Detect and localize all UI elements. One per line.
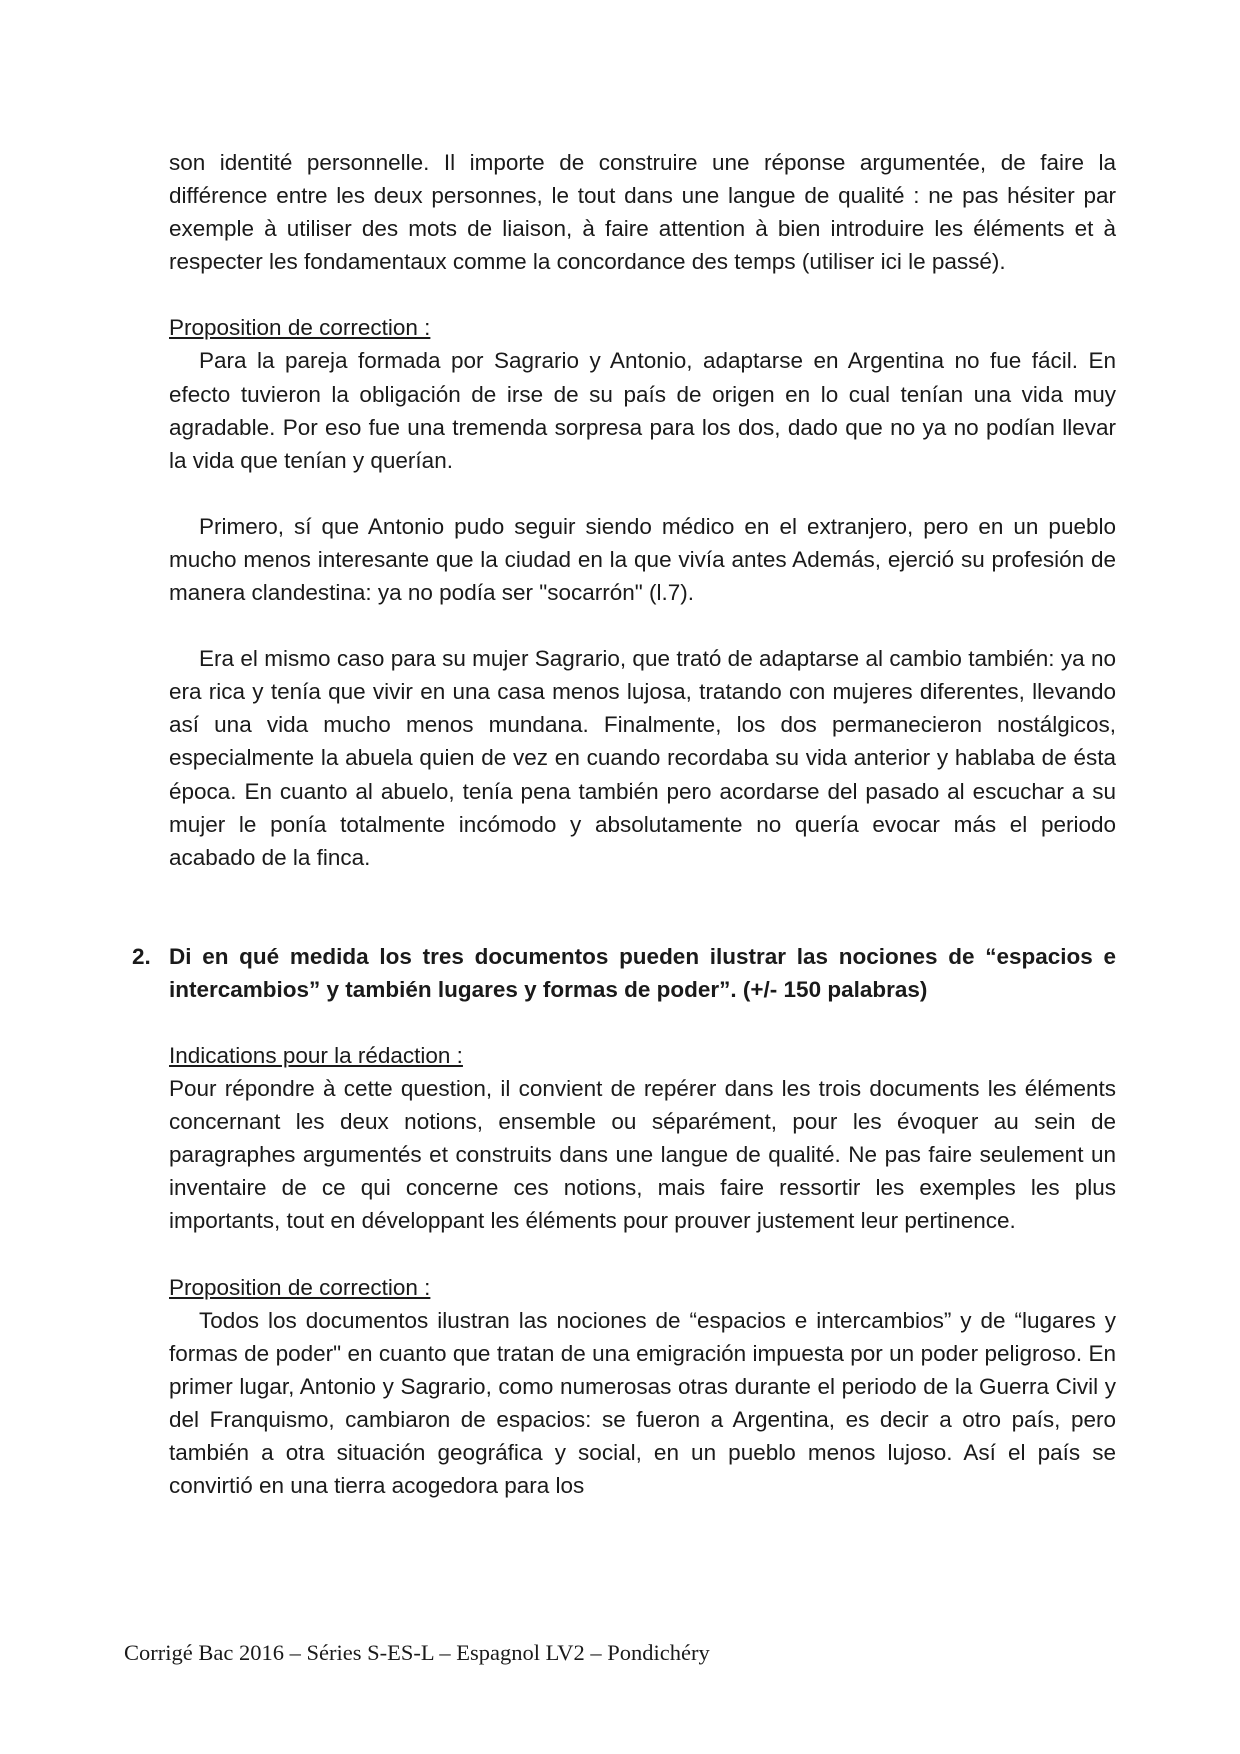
correction-heading: Proposition de correction :	[169, 315, 431, 341]
spacer	[169, 278, 1116, 311]
spacer	[169, 1238, 1116, 1271]
correction-paragraph: Era el mismo caso para su mujer Sagrario, que trató de adaptarse al cambio también: ya no era rica y tenía que vivir en una casa menos lujosa, tratando con mujeres diferentes, llevando así una vida mucho menos mundana. Finalmente, los dos permanecieron nostálgicos, especialmente la abuela quien de vez en cuando recordaba su vida anterior y hablaba de ésta época. En cuanto al abuelo, tenía pena también pero acordarse del pasado al escuchar a su mujer le ponía totalmente incómodo y absolutamente no quería evocar más el periodo acabado de la finca.	[169, 646, 1116, 870]
indications-heading: Indications pour la rédaction :	[169, 1042, 463, 1068]
spacer	[169, 609, 1116, 642]
document-page	[132, 146, 1116, 1502]
question-2	[132, 940, 1116, 1006]
correction-paragraph: Para la pareja formada por Sagrario y Antonio, adaptarse en Argentina no fue fácil. En efecto tuvieron la obligación de irse de su país de origen en lo cual tenían una vida muy agradable. Por eso fue una tremenda sorpresa para los dos, dado que no ya no podían llevar la vida que tenían y querían.	[169, 348, 1116, 473]
page-footer: Corrigé Bac 2016 – Séries S-ES-L – Espagnol LV2 – Pondichéry	[124, 1640, 710, 1665]
correction-paragraph-2: Todos los documentos ilustran las nociones de “espacios e intercambios” y de “lugares y formas de poder" en cuanto que tratan de una emigración impuesta por un poder peligroso. En primer lugar, Antonio y Sagrario, como numerosas otras durante el periodo de la Guerra Civil y del Franquismo, cambiaron de espacios: se fueron a Argentina, es decir a otro país, pero también a otra situación geográfica y social, en un pueblo menos lujoso. Así el país se convirtió en una tierra acogedora para los	[169, 1307, 1116, 1499]
spacer	[169, 477, 1116, 510]
question-number: 2.	[132, 943, 151, 969]
question-text: Di en qué medida los tres documentos pueden ilustrar las nociones de “espacios e intercambios” y también lugares y formas de poder”. (+/- 150 palabras)	[169, 943, 1116, 1002]
correction-heading-2: Proposition de correction :	[169, 1274, 431, 1300]
intro-paragraph: son identité personnelle. Il importe de construire une réponse argumentée, de faire la différence entre les deux personnes, le tout dans une langue de qualité : ne pas hésiter par exemple à utiliser des mots de liaison, à faire attention à bien introduire les éléments et à respecter les fondamentaux comme la concordance des temps (utiliser ici le passé).	[169, 150, 1116, 275]
spacer	[169, 874, 1116, 940]
indications-paragraph: Pour répondre à cette question, il convient de repérer dans les trois documents les éléments concernant les deux notions, ensemble ou séparément, pour les évoquer au sein de paragraphes argumentés et construits dans une langue de qualité. Ne pas faire seulement un inventaire de ce qui concerne ces notions, mais faire ressortir les exemples les plus importants, tout en développant les éléments pour prouver justement leur pertinence.	[169, 1076, 1116, 1234]
spacer	[169, 1006, 1116, 1039]
correction-paragraph: Primero, sí que Antonio pudo seguir siendo médico en el extranjero, pero en un pueblo mucho menos interesante que la ciudad en la que vivía antes Además, ejerció su profesión de manera clandestina: ya no podía ser "socarrón" (l.7).	[169, 513, 1116, 606]
